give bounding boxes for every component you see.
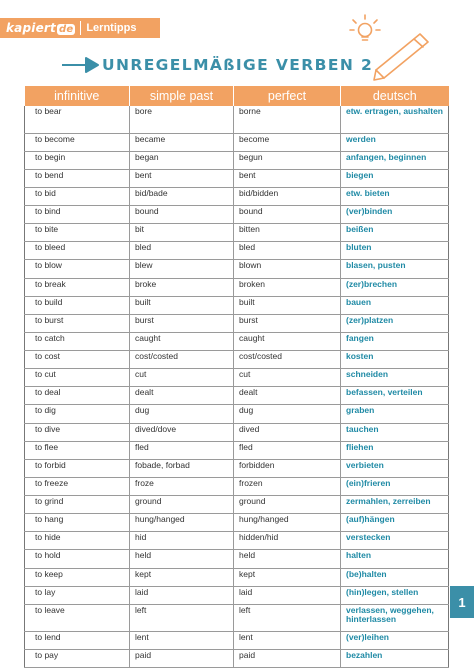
cell-deutsch: verbieten xyxy=(341,459,449,477)
cell-deutsch: beißen xyxy=(341,224,449,242)
cell-simple-past: lent xyxy=(130,631,234,649)
table-row xyxy=(25,586,449,604)
brand-logo: kapiert de xyxy=(6,21,74,35)
table-row xyxy=(25,242,449,260)
table-row xyxy=(25,649,449,667)
cell-simple-past: bid/bade xyxy=(130,187,234,205)
cell-perfect: bid/bidden xyxy=(234,187,341,205)
cell-perfect: cut xyxy=(234,369,341,387)
cell-deutsch: bauen xyxy=(341,296,449,314)
cell-simple-past: fled xyxy=(130,441,234,459)
table-row xyxy=(25,550,449,568)
cell-deutsch: (be)halten xyxy=(341,568,449,586)
cell-simple-past: burst xyxy=(130,314,234,332)
cell-infinitive: to bid xyxy=(25,187,130,205)
cell-perfect: bled xyxy=(234,242,341,260)
table-row xyxy=(25,351,449,369)
cell-perfect: dived xyxy=(234,423,341,441)
cell-simple-past: dug xyxy=(130,405,234,423)
cell-simple-past: held xyxy=(130,550,234,568)
cell-deutsch: fangen xyxy=(341,332,449,350)
table-row xyxy=(25,496,449,514)
cell-infinitive: to become xyxy=(25,133,130,151)
cell-perfect: kept xyxy=(234,568,341,586)
cell-perfect: hung/hanged xyxy=(234,514,341,532)
cell-infinitive: to forbid xyxy=(25,459,130,477)
cell-simple-past: kept xyxy=(130,568,234,586)
cell-simple-past: caught xyxy=(130,332,234,350)
cell-perfect: dug xyxy=(234,405,341,423)
cell-simple-past: fobade, forbad xyxy=(130,459,234,477)
cell-infinitive: to bite xyxy=(25,224,130,242)
cell-infinitive: to cut xyxy=(25,369,130,387)
cell-deutsch: (ver)leihen xyxy=(341,631,449,649)
header-infinitive: infinitive xyxy=(25,86,130,106)
table-row xyxy=(25,151,449,169)
cell-infinitive: to hang xyxy=(25,514,130,532)
cell-deutsch: (ver)binden xyxy=(341,206,449,224)
cell-simple-past: bit xyxy=(130,224,234,242)
table-row xyxy=(25,206,449,224)
cell-perfect: held xyxy=(234,550,341,568)
cell-deutsch: (zer)platzen xyxy=(341,314,449,332)
cell-deutsch: halten xyxy=(341,550,449,568)
cell-simple-past: became xyxy=(130,133,234,151)
cell-infinitive: to bear xyxy=(25,106,130,133)
cell-infinitive: to hold xyxy=(25,550,130,568)
cell-perfect: built xyxy=(234,296,341,314)
arrow-right-icon xyxy=(60,54,100,76)
cell-perfect: begun xyxy=(234,151,341,169)
cell-infinitive: to cost xyxy=(25,351,130,369)
cell-infinitive: to lend xyxy=(25,631,130,649)
header-deutsch: deutsch xyxy=(341,86,449,106)
cell-deutsch: kosten xyxy=(341,351,449,369)
page-title: UNREGELMÄßIGE VERBEN 2 xyxy=(102,56,374,74)
cell-simple-past: began xyxy=(130,151,234,169)
cell-infinitive: to build xyxy=(25,296,130,314)
table-row xyxy=(25,332,449,350)
cell-deutsch: verstecken xyxy=(341,532,449,550)
brand-separator xyxy=(80,21,81,35)
cell-simple-past: bent xyxy=(130,169,234,187)
cell-deutsch: graben xyxy=(341,405,449,423)
table-row xyxy=(25,278,449,296)
cell-perfect: frozen xyxy=(234,477,341,495)
cell-deutsch: befassen, verteilen xyxy=(341,387,449,405)
cell-perfect: become xyxy=(234,133,341,151)
table-row xyxy=(25,423,449,441)
header-simple-past: simple past xyxy=(130,86,234,106)
cell-deutsch: anfangen, beginnen xyxy=(341,151,449,169)
cell-perfect: blown xyxy=(234,260,341,278)
cell-perfect: lent xyxy=(234,631,341,649)
cell-perfect: fled xyxy=(234,441,341,459)
cell-deutsch: schneiden xyxy=(341,369,449,387)
cell-deutsch: etw. bieten xyxy=(341,187,449,205)
cell-perfect: caught xyxy=(234,332,341,350)
cell-simple-past: cut xyxy=(130,369,234,387)
table-row xyxy=(25,459,449,477)
pen-icon xyxy=(368,28,430,82)
cell-deutsch: (auf)hängen xyxy=(341,514,449,532)
cell-infinitive: to pay xyxy=(25,649,130,667)
cell-perfect: borne xyxy=(234,106,341,133)
cell-infinitive: to dive xyxy=(25,423,130,441)
cell-simple-past: blew xyxy=(130,260,234,278)
cell-perfect: cost/costed xyxy=(234,351,341,369)
cell-infinitive: to deal xyxy=(25,387,130,405)
cell-deutsch: fliehen xyxy=(341,441,449,459)
title-row xyxy=(60,50,373,80)
cell-simple-past: laid xyxy=(130,586,234,604)
cell-infinitive: to keep xyxy=(25,568,130,586)
cell-simple-past: froze xyxy=(130,477,234,495)
cell-simple-past: bled xyxy=(130,242,234,260)
cell-perfect: burst xyxy=(234,314,341,332)
cell-infinitive: to bend xyxy=(25,169,130,187)
cell-perfect: left xyxy=(234,604,341,631)
cell-deutsch: bezahlen xyxy=(341,649,449,667)
cell-simple-past: cost/costed xyxy=(130,351,234,369)
table-row xyxy=(25,532,449,550)
verb-table xyxy=(24,86,449,668)
table-header-row xyxy=(25,86,449,106)
brand-bar xyxy=(0,18,160,38)
cell-perfect: dealt xyxy=(234,387,341,405)
cell-simple-past: ground xyxy=(130,496,234,514)
cell-deutsch: blasen, pusten xyxy=(341,260,449,278)
cell-infinitive: to bleed xyxy=(25,242,130,260)
cell-simple-past: dived/dove xyxy=(130,423,234,441)
cell-infinitive: to begin xyxy=(25,151,130,169)
cell-infinitive: to burst xyxy=(25,314,130,332)
cell-deutsch: werden xyxy=(341,133,449,151)
cell-perfect: broken xyxy=(234,278,341,296)
cell-deutsch: etw. ertragen, aushalten xyxy=(341,106,449,133)
cell-simple-past: dealt xyxy=(130,387,234,405)
table-row xyxy=(25,260,449,278)
cell-perfect: hidden/hid xyxy=(234,532,341,550)
table-row xyxy=(25,441,449,459)
cell-perfect: bent xyxy=(234,169,341,187)
header-perfect: perfect xyxy=(234,86,341,106)
cell-infinitive: to leave xyxy=(25,604,130,631)
cell-infinitive: to blow xyxy=(25,260,130,278)
cell-deutsch: (zer)brechen xyxy=(341,278,449,296)
table-row xyxy=(25,106,449,133)
cell-simple-past: bound xyxy=(130,206,234,224)
cell-simple-past: hid xyxy=(130,532,234,550)
cell-perfect: ground xyxy=(234,496,341,514)
cell-infinitive: to grind xyxy=(25,496,130,514)
cell-simple-past: broke xyxy=(130,278,234,296)
cell-simple-past: paid xyxy=(130,649,234,667)
cell-simple-past: hung/hanged xyxy=(130,514,234,532)
cell-infinitive: to hide xyxy=(25,532,130,550)
cell-deutsch: tauchen xyxy=(341,423,449,441)
table-row xyxy=(25,405,449,423)
cell-infinitive: to lay xyxy=(25,586,130,604)
cell-deutsch: biegen xyxy=(341,169,449,187)
cell-perfect: bitten xyxy=(234,224,341,242)
page-number-tab: 1 xyxy=(450,586,474,618)
table-row xyxy=(25,187,449,205)
cell-perfect: laid xyxy=(234,586,341,604)
brand-tagline: Lerntipps xyxy=(86,22,137,34)
cell-deutsch: (hin)legen, stellen xyxy=(341,586,449,604)
cell-infinitive: to flee xyxy=(25,441,130,459)
cell-perfect: bound xyxy=(234,206,341,224)
cell-infinitive: to dig xyxy=(25,405,130,423)
cell-deutsch: verlassen, weggehen, hinterlassen xyxy=(341,604,449,631)
cell-deutsch: zermahlen, zerreiben xyxy=(341,496,449,514)
table-row xyxy=(25,477,449,495)
cell-infinitive: to freeze xyxy=(25,477,130,495)
cell-simple-past: built xyxy=(130,296,234,314)
table-row xyxy=(25,224,449,242)
table-row xyxy=(25,514,449,532)
cell-perfect: forbidden xyxy=(234,459,341,477)
cell-deutsch: bluten xyxy=(341,242,449,260)
table-row xyxy=(25,369,449,387)
cell-infinitive: to bind xyxy=(25,206,130,224)
table-row xyxy=(25,387,449,405)
table-row xyxy=(25,568,449,586)
cell-deutsch: (ein)frieren xyxy=(341,477,449,495)
cell-perfect: paid xyxy=(234,649,341,667)
table-row xyxy=(25,604,449,631)
cell-simple-past: left xyxy=(130,604,234,631)
table-row xyxy=(25,631,449,649)
cell-simple-past: bore xyxy=(130,106,234,133)
table-row xyxy=(25,169,449,187)
table-row xyxy=(25,133,449,151)
cell-infinitive: to catch xyxy=(25,332,130,350)
cell-infinitive: to break xyxy=(25,278,130,296)
table-row xyxy=(25,314,449,332)
table-row xyxy=(25,296,449,314)
